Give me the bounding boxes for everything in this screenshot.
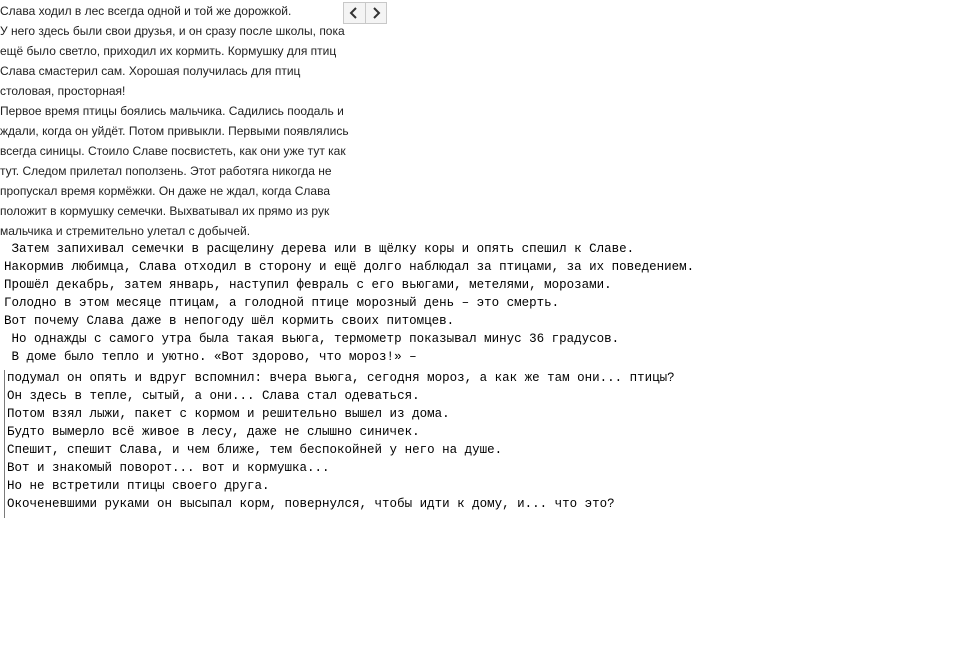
- story-body-line: Накормив любимца, Слава отходил в сторону и ещё долго наблюдал за птицами, за их поведением.: [4, 260, 695, 274]
- story-body-line: Прошёл декабрь, затем январь, наступил февраль с его вьюгами, метелями, морозами.: [4, 278, 612, 292]
- page-navigation: [343, 2, 387, 24]
- story-body-line: Спешит, спешит Слава, и чем ближе, тем беспокойней у него на душе.: [7, 443, 503, 457]
- story-body-line: Вот почему Слава даже в непогоду шёл кормить своих питомцев.: [4, 314, 455, 328]
- story-head-line: мальчика и стремительно улетал с добычей.: [0, 224, 251, 238]
- story-head-line: всегда синицы. Стоило Славе посвистеть, как они уже тут как: [0, 144, 346, 158]
- story-body-line: Вот и знакомый поворот... вот и кормушка...: [7, 461, 330, 475]
- chevron-left-icon: [349, 7, 359, 19]
- story-head-line: Слава ходил в лес всегда одной и той же дорожкой.: [0, 4, 292, 18]
- story-head-line: столовая, просторная!: [0, 84, 126, 98]
- story-head-line: положит в кормушку семечки. Выхватывал их прямо из рук: [0, 204, 330, 218]
- story-head-line: пропускал время кормёжки. Он даже не ждал, когда Слава: [0, 184, 331, 198]
- story-head-line: ещё было светло, приходил их кормить. Кормушку для птиц: [0, 44, 337, 58]
- next-button[interactable]: [365, 3, 387, 23]
- text-cursor-bar: [4, 370, 5, 518]
- story-body-line: Но не встретили птицы своего друга.: [7, 479, 270, 493]
- story-body-line: Голодно в этом месяце птицам, а голодной птице морозный день – это смерть.: [4, 296, 560, 310]
- story-body-line: Но однажды с самого утра была такая вьюга, термометр показывал минус 36 градусов.: [4, 332, 620, 346]
- story-head-line: Слава смастерил сам. Хорошая получилась для птиц: [0, 64, 301, 78]
- story-body-line: В доме было тепло и уютно. «Вот здорово, что мороз!» –: [4, 350, 417, 364]
- story-body-line: Окоченевшими руками он высыпал корм, повернулся, чтобы идти к дому, и... что это?: [7, 497, 615, 511]
- prev-button[interactable]: [344, 3, 365, 23]
- story-body-line: подумал он опять и вдруг вспомнил: вчера вьюга, сегодня мороз, а как же там они... птицы?: [7, 371, 675, 385]
- story-head-line: Первое время птицы боялись мальчика. Садились поодаль и: [0, 104, 344, 118]
- story-body-line: Затем запихивал семечки в расщелину дерева или в щёлку коры и опять спешил к Славе.: [4, 242, 635, 256]
- story-head-line: ждали, когда он уйдёт. Потом привыкли. Первыми появлялись: [0, 124, 349, 138]
- story-head-line: тут. Следом прилетал поползень. Этот работяга никогда не: [0, 164, 332, 178]
- story-head-line: У него здесь были свои друзья, и он сразу после школы, пока: [0, 24, 345, 38]
- chevron-right-icon: [371, 7, 381, 19]
- story-body-line: Он здесь в тепле, сытый, а они... Слава стал одеваться.: [7, 389, 420, 403]
- story-body-line: Будто вымерло всё живое в лесу, даже не слышно синичек.: [7, 425, 420, 439]
- story-body-line: Потом взял лыжи, пакет с кормом и решительно вышел из дома.: [7, 407, 450, 421]
